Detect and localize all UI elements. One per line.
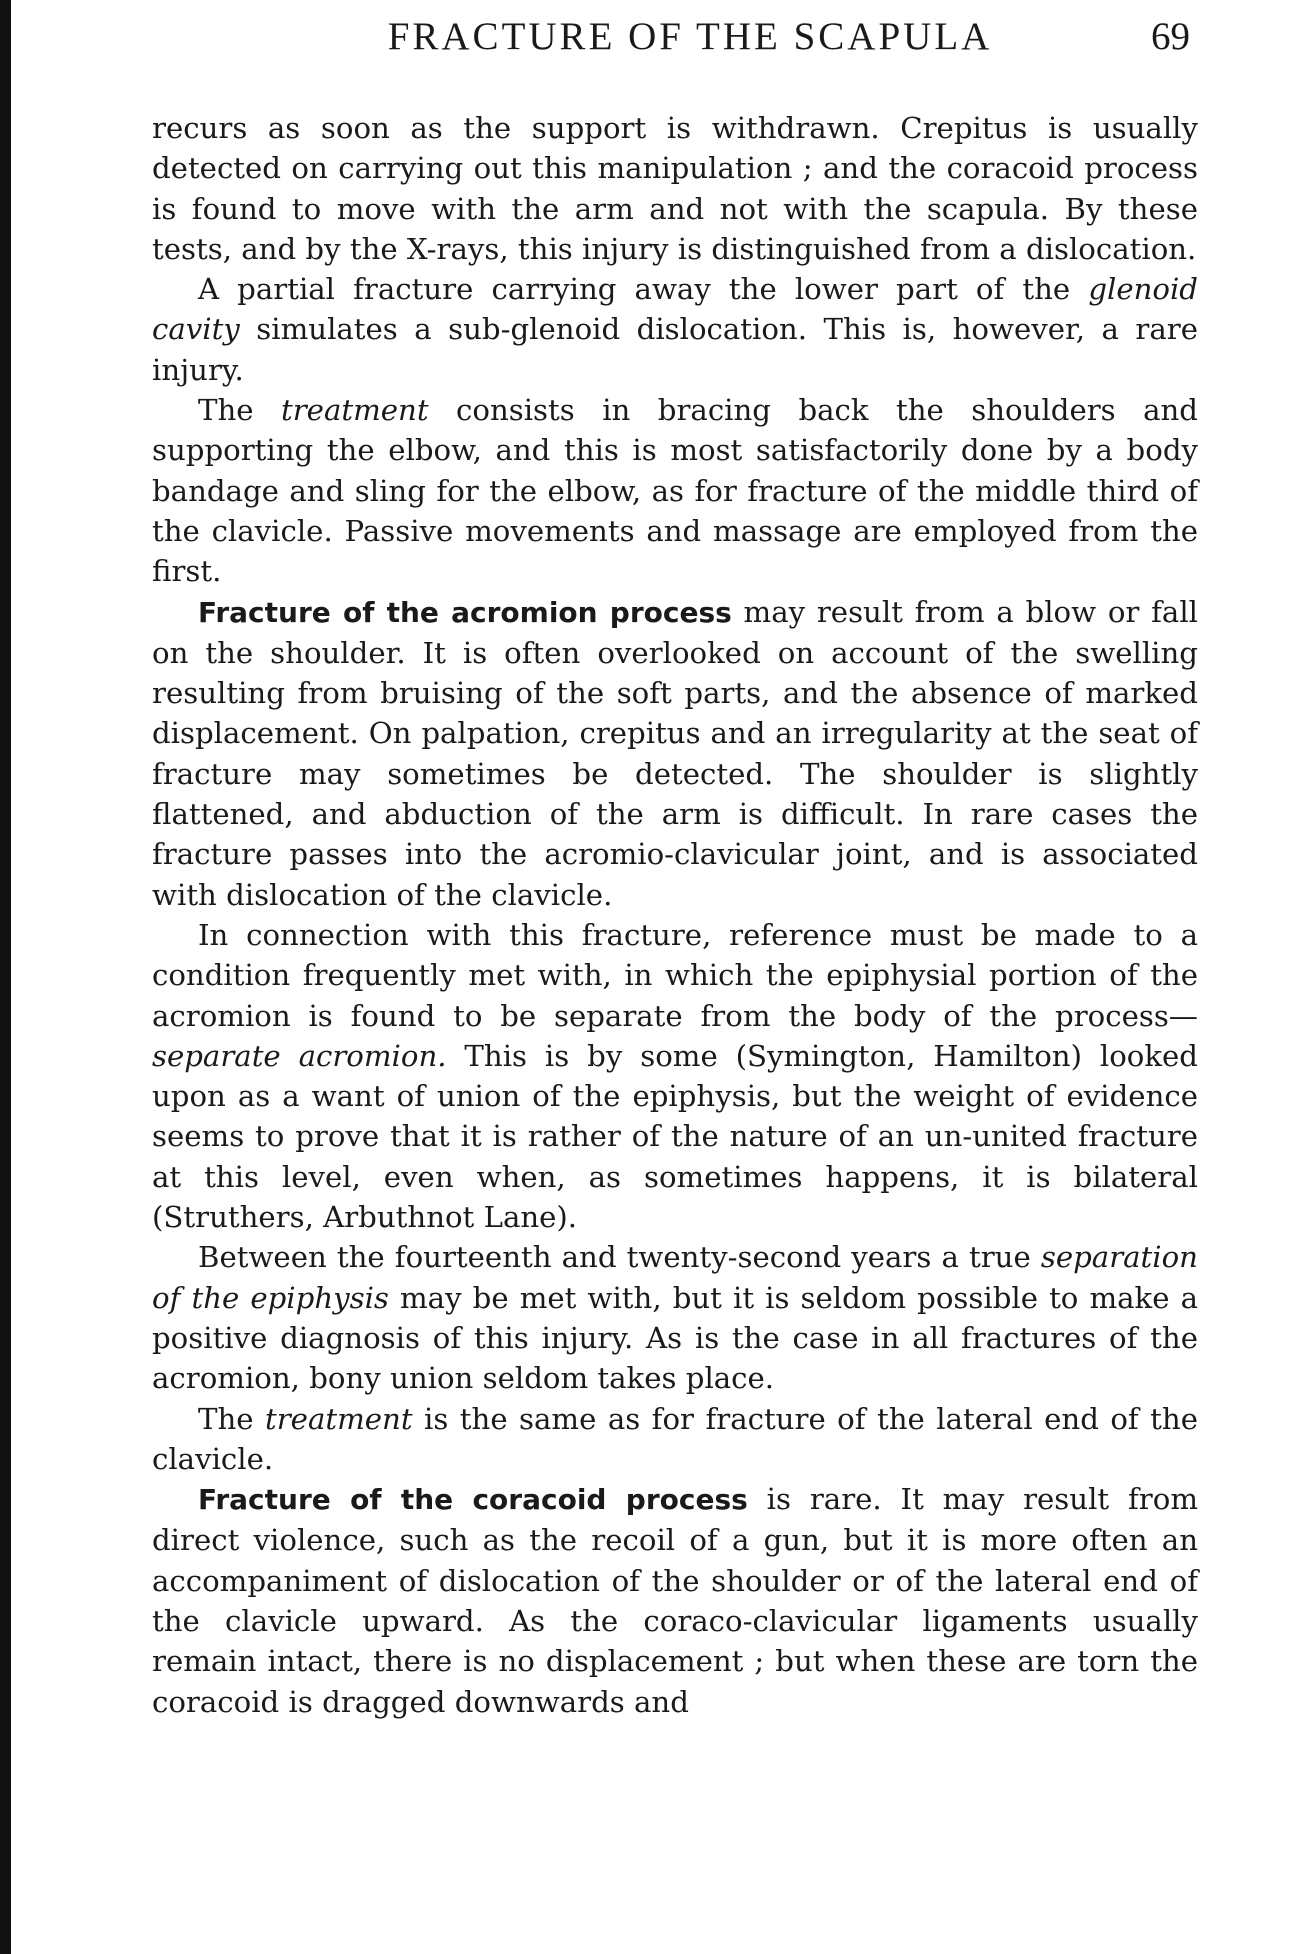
italic-text: glenoid cavity [152,272,1198,347]
text-run: is rare. It may result from direct violence, such as the recoil of a gun, but it is more often an accompaniment of dislocation of the shoulder or of the lateral end of the clavicle upward. As the coraco-clavicular ligaments usually remain intact, there is no displacement ; but when these are torn the coracoid is dragged downwards and [152,1482,1199,1719]
section-heading: Fracture of the coracoid process [198,1483,748,1517]
text-run: is the same as for fracture of the lateral end of the clavicle. [152,1401,1198,1476]
page-binding-edge [0,0,11,1954]
paragraph [152,1237,1198,1398]
page-number: 69 [1151,15,1190,58]
italic-text: separation of the epiphysis [152,1240,1198,1315]
italic-text: treatment [265,1401,413,1436]
text-run: simulates a sub-glenoid dislocation. This is, however, a rare injury. [152,312,1198,387]
text-run: A partial fracture carrying away the lower part of the [198,272,1089,307]
paragraph [152,390,1198,591]
text-run: consists in bracing back the shoulders and supporting the elbow, and this is most satisfactorily done by a body bandage and sling for the elbow, as for fracture of the middle third of the clavicle. Passive movements and massage are employed from the first. [152,393,1198,589]
italic-text: treatment [281,393,429,428]
text-run: The [198,393,281,428]
text-run: This is by some (Symington, Hamilton) looked upon as a want of union of the epiphysis, but the weight of evidence seems to prove that it is rather of the nature of an un-united fracture at this level, even when, as sometimes happens, it is bilateral (Struthers, Arbuthnot Lane). [152,1038,1198,1235]
page-header [150,14,1190,64]
italic-text: separate acromion. [152,1038,447,1073]
paragraph [152,1399,1198,1480]
body-text [152,108,1198,1722]
text-run: Between the fourteenth and twenty-second years a true [198,1240,1041,1275]
paragraph [152,592,1198,915]
text-run: recurs as soon as the support is withdrawn. Crepitus is usually detected on carrying out this manipulation ; and the coracoid process is found to move with the arm and not with the scapula. By these tests, and by the X-rays, this injury is distinguished from a dislocation. [152,111,1198,266]
running-title: FRACTURE OF THE SCAPULA [387,15,993,58]
paragraph [152,1479,1198,1722]
text-run: The [198,1401,265,1436]
text-run: may be met with, but it is seldom possible to make a positive diagnosis of this injury. As is the case in all fractures of the acromion, bony union seldom takes place. [152,1280,1198,1396]
text-run: may result from a blow or fall on the shoulder. It is often overlooked on account of the swelling resulting from bruising of the soft parts, and the absence of marked displacement. On palpation, crepitus and an irregularity at the seat of fracture may sometimes be detected. The shoulder is slightly flattened, and abduction of the arm is difficult. In rare cases the fracture passes into the acromio-clavicular joint, and is associated with dislocation of the clavicle. [152,594,1198,912]
text-run: In connection with this fracture, reference must be made to a condition frequently met with, in which the epiphysial portion of the acromion is found to be separate from the body of the process— [152,917,1198,1033]
paragraph [152,915,1198,1237]
section-heading: Fracture of the acromion process [198,595,732,629]
paragraph [152,108,1198,269]
paragraph [152,269,1198,390]
